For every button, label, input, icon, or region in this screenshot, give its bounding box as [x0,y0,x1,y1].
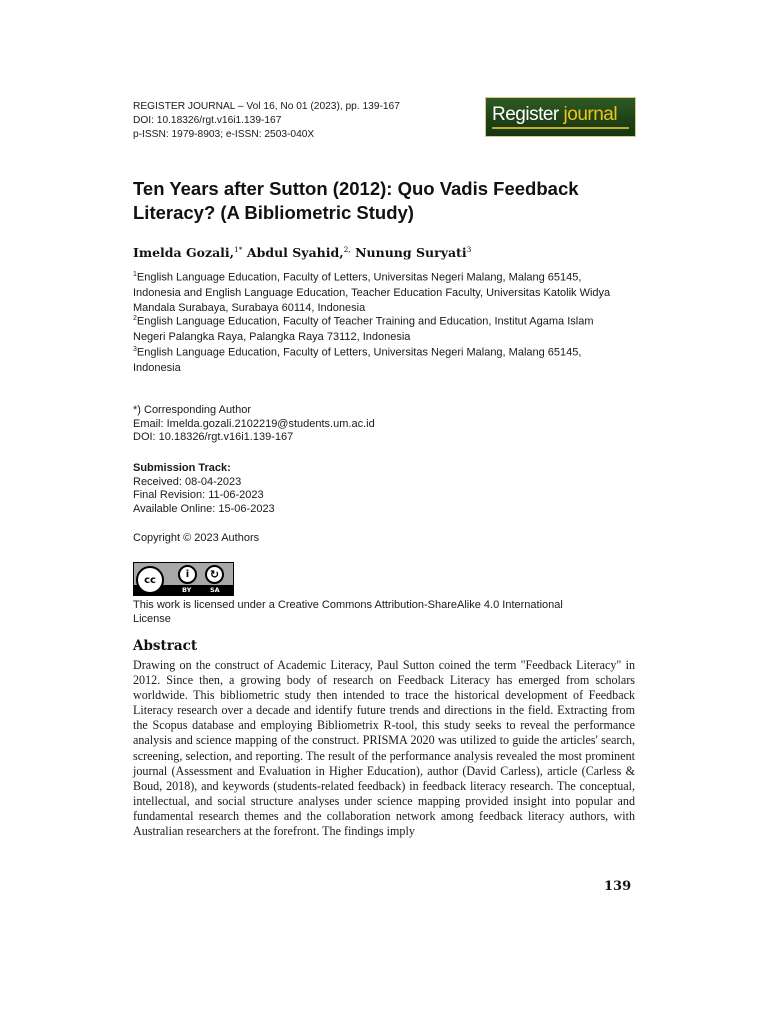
submission-track [133,462,275,516]
affiliation-text: English Language Education, Faculty of Letters, Universitas Negeri Malang, Malang 65145, Indonesia [133,346,582,374]
received-date: Received: 08-04-2023 [133,475,242,488]
submission-heading: Submission Track: [133,462,231,474]
author-affiliation-mark: 1* [234,245,243,254]
logo-strip [492,127,629,129]
affiliation-mark: 1 [133,271,137,278]
share-alike-icon: ↻ [205,565,224,584]
page-number: 139 [604,879,632,894]
license-statement: This work is licensed under a Creative Commons Attribution-ShareAlike 4.0 International License [133,599,563,625]
corresponding-doi: DOI: 10.18326/rgt.v16i1.139-167 [133,431,294,443]
journal-issn: p-ISSN: 1979-8903; e-ISSN: 2503-040X [133,129,315,140]
journal-doi: DOI: 10.18326/rgt.v16i1.139-167 [133,115,282,126]
affiliation-text: English Language Education, Faculty of Letters, Universitas Negeri Malang, Malang 65145, Indonesia and English Language Education, Teacher Education Faculty, Universitas Katolik Widya Mandala Surabaya, Surabaya 60114, Indonesia [133,271,611,314]
journal-citation: REGISTER JOURNAL – Vol 16, No 01 (2023), pp. 139-167 [133,101,400,112]
affiliation-3 [133,342,623,376]
journal-metadata [133,100,400,142]
corresponding-author-label: *) Corresponding Author [133,404,252,416]
register-journal-logo [485,97,636,137]
logo-word-journal: journal [558,104,618,125]
attribution-icon: i [178,565,197,584]
correspondence-block [133,404,375,445]
author-name: Nunung Suryati [350,245,467,261]
affiliation-mark: 3 [133,346,137,353]
corresponding-email: Email: Imelda.gozali.2102219@students.um.ac.id [133,417,375,430]
author-list [133,245,471,260]
by-label: BY [182,586,192,594]
author-affiliation-mark: 3 [466,245,472,254]
author-name: Abdul Syahid, [242,245,344,261]
affiliation-1 [133,267,623,316]
copyright-text: Copyright © 2023 Authors [133,532,260,544]
affiliation-mark: 2 [133,315,137,322]
available-online-date: Available Online: 15-06-2023 [133,502,275,515]
affiliation-text: English Language Education, Faculty of Teacher Training and Education, Institut Agama Islam Negeri Palangka Raya, Palangka Raya 73112, Indonesia [133,315,594,343]
creative-commons-icon: cc [136,566,164,594]
logo-word-register: Register [492,104,559,125]
sa-label: SA [210,586,220,594]
final-revision-date: Final Revision: 11-06-2023 [133,489,264,501]
abstract-body: Drawing on the construct of Academic Literacy, Paul Sutton coined the term "Feedback Literacy" in 2012. Since then, a growing body of research on Feedback Literacy has emerged from scholars worldwide. This bibliometric study then intended to trace the historical development of Feedback Literacy research over a decade and identify future trends and directions in the field. Extracting from the Scopus database and employing Bibliometrix R-tool, this study seeks to reveal the performance analysis and science mapping of the construct. PRISMA 2020 was utilized to guide the articles' search, screening, selection, and reporting. The result of the performance analysis revealed the most prominent journal (Assessment and Evaluation in Higher Education), author (David Carless), article (Carless & Boud, 2018), and keywords (students-related feedback) in feedback literacy research. The conceptual, intellectual, and social structure analyses under science mapping provided insight into popular and fundamental research themes and the collaboration network among feedback literacy authors, with Australian researchers at the forefront. The findings imply [133,658,635,839]
cc-by-sa-badge[interactable] [133,562,234,596]
author-affiliation-mark: 2, [343,245,351,254]
abstract-heading: Abstract [133,638,198,654]
author-name: Imelda Gozali, [133,245,235,261]
affiliation-2 [133,311,623,345]
paper-title: Ten Years after Sutton (2012): Quo Vadis Feedback Literacy? (A Bibliometric Study) [133,178,579,223]
copyright-notice [133,532,259,546]
